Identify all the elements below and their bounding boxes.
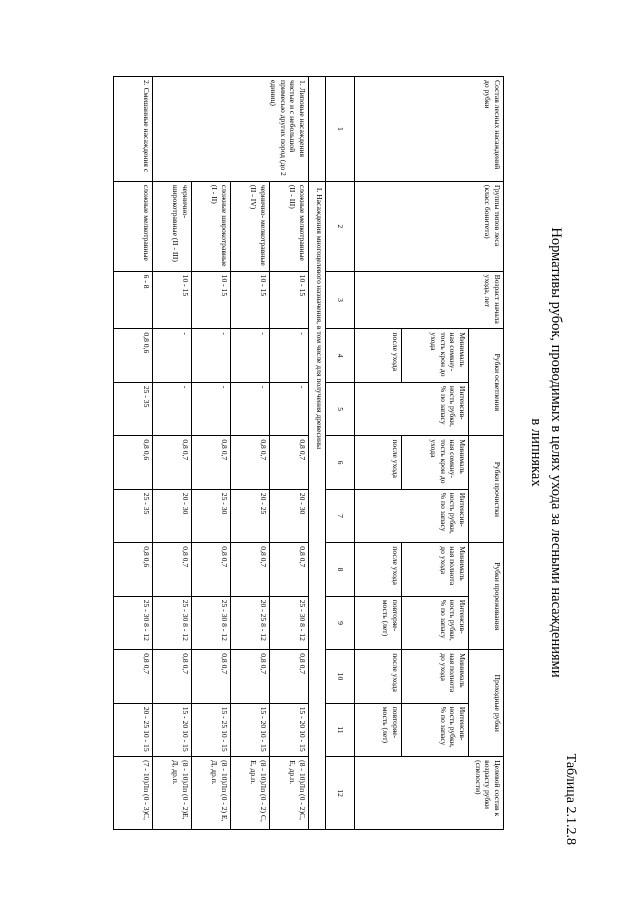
column-number: 11	[326, 703, 355, 756]
header-after-care: после ухода	[355, 543, 402, 596]
row-cell: 20 - 25 8 - 12	[231, 596, 270, 649]
row-group: сложные широкотравные (I - II)	[192, 181, 231, 271]
row-cell: 0,8 0,7	[192, 436, 231, 489]
column-number: 2	[326, 181, 355, 271]
column-number: 7	[326, 489, 355, 542]
header-repeat: повторяе- мость (лет)	[355, 703, 402, 756]
row-cell: 0,8 0,6	[114, 436, 153, 489]
row-target: (8 - 10)Лп (0 - 2)Е, Д, др.п.	[153, 757, 192, 830]
row-age: 10 - 15	[270, 271, 309, 329]
header-cleaning: Рубки прочистки	[469, 436, 504, 543]
row-cell: 0,8 0,6	[114, 543, 153, 596]
table-row	[153, 77, 192, 830]
row-cell: 25 - 30 8 - 12	[153, 596, 192, 649]
row-group: сложные мелкотравные	[114, 181, 153, 271]
column-number: 1	[326, 77, 355, 182]
row-cell: -	[153, 329, 192, 382]
header-intensity: Интенсив- ность рубки, % по запасу	[402, 596, 469, 649]
row-cell: -	[270, 382, 309, 435]
row-cell: 20 - 25	[231, 489, 270, 542]
row-target: (8 - 10)Лп (0 - 2)С, Е, др.п.	[270, 757, 309, 830]
row-cell: 0,8 0,7	[192, 650, 231, 703]
header-repeat: повторяе- мость (лет)	[355, 596, 402, 649]
row-cell: 0,8 0,6	[114, 329, 153, 382]
table-row	[114, 77, 153, 830]
row-cell: 0,8 0,7	[270, 436, 309, 489]
row-cell: 15 - 20 10 - 15	[231, 703, 270, 756]
row-cell: 0,8 0,7	[231, 650, 270, 703]
table-row	[270, 77, 309, 830]
header-target: Целевой состав к возрасту рубки (спелости)	[355, 757, 504, 830]
column-number: 8	[326, 543, 355, 596]
section-row	[309, 77, 326, 830]
row-cell: -	[231, 329, 270, 382]
row-age: 6 - 8	[114, 271, 153, 329]
column-number: 6	[326, 436, 355, 489]
table-title	[526, 0, 566, 905]
row-group: чернично- мелкотравные (II - IV)	[231, 181, 270, 271]
column-number: 12	[326, 757, 355, 830]
header-min-density: Минималь ная полнота до ухода	[402, 543, 469, 596]
row-cell: 25 - 35	[114, 489, 153, 542]
row-target: (8 - 10)Лп (0 - 2) С, Е, др.п.	[231, 757, 270, 830]
header-thinning: Рубки прореживания	[469, 543, 504, 650]
table-row	[192, 77, 231, 830]
row-cell: 25 - 30 8 - 12	[192, 596, 231, 649]
column-number: 4	[326, 329, 355, 382]
header-after-care: после ухода	[355, 436, 402, 489]
column-number: 10	[326, 650, 355, 703]
row-cell: 15 - 20 10 - 15	[153, 703, 192, 756]
row-cell: -	[153, 382, 192, 435]
row-group: чернично- широкотравные (II - III)	[153, 181, 192, 271]
row-cell: 25 - 35	[114, 382, 153, 435]
row-cell: 0,8 0,7	[153, 436, 192, 489]
row-cell: 25 - 30 8 - 12	[270, 596, 309, 649]
header-after-care: после ухода	[355, 650, 402, 703]
header-min-closeness: Минималь ная сомкну- тость крон до ухода	[402, 329, 469, 382]
norms-table	[113, 76, 504, 830]
header-forest-groups: Группы типов леса (класс бонитета)	[355, 181, 504, 271]
row-target: (8 - 10)Лп (0 - 2) Е, Д, др.п.	[192, 757, 231, 830]
row-cell: 0,8 0,7	[270, 650, 309, 703]
header-intensity: Интенсив- ность рубки, % по запасу	[402, 703, 469, 756]
table-number: Таблица 2.1.2.8	[563, 753, 578, 845]
header-min-closeness: Минималь ная сомкну- тость крон до ухода	[402, 436, 469, 489]
row-age: 10 - 15	[231, 271, 270, 329]
row-cell: 0,8 0,7	[153, 650, 192, 703]
column-number: 3	[326, 271, 355, 329]
column-number: 9	[326, 596, 355, 649]
row-age: 10 - 15	[192, 271, 231, 329]
row-cell: 0,8 0,7	[114, 650, 153, 703]
section-blank-cell	[309, 77, 326, 182]
row-cell: -	[192, 382, 231, 435]
header-intensity: Интенсив- ность рубки, % по запасу	[355, 382, 469, 435]
row-cell: 20 - 30	[270, 489, 309, 542]
header-intensity: Интенсив- ность рубки, % по запасу	[355, 489, 469, 542]
header-after-care: после ухода	[355, 329, 402, 382]
table-row	[231, 77, 270, 830]
column-number-row	[326, 77, 355, 830]
row-cell: 0,8 0,7	[192, 543, 231, 596]
row-cell: 25 - 30	[192, 489, 231, 542]
row-cell: -	[192, 329, 231, 382]
row-group: сложные мелкотравные (II - III)	[270, 181, 309, 271]
row-cell: 0,8 0,7	[231, 436, 270, 489]
row-cell: 15 - 25 10 - 15	[192, 703, 231, 756]
row-composition: 1. Липовые насаждения чистые и с небольшой примесью других пород (до 2 единиц)	[153, 77, 309, 182]
row-cell: -	[231, 382, 270, 435]
row-composition: 2. Смешанные насаждения с	[114, 77, 153, 182]
column-number: 5	[326, 382, 355, 435]
table-title-line-2: в липняках	[528, 418, 544, 487]
header-clearing: Рубки осветления	[469, 329, 504, 436]
row-cell: 25 - 30 8 - 12	[114, 596, 153, 649]
row-cell: 0,8 0,7	[231, 543, 270, 596]
row-target: (7 - 10)Лп (0 - 3)С,	[114, 757, 153, 830]
table-title-line-1: Нормативы рубок, проводимых в целях ухода за лесными насаждениями	[548, 227, 564, 678]
row-cell: 15 - 20 10 - 15	[270, 703, 309, 756]
row-age: 10 - 15	[153, 271, 192, 329]
header-min-density: Минималь ная полнота до ухода	[402, 650, 469, 703]
header-passage: Проходные рубки	[469, 650, 504, 757]
section-title: I. Насаждения многоцелевого назначения, в том числе для получения древесины	[309, 181, 326, 829]
header-composition: Состав лесных насаждений до рубки	[355, 77, 504, 182]
row-cell: 0,8 0,7	[153, 543, 192, 596]
header-row-1	[469, 77, 504, 830]
header-start-age: Возраст начала ухода, лет	[355, 271, 504, 329]
row-cell: 20 - 30	[153, 489, 192, 542]
row-cell: 20 - 25 10 - 15	[114, 703, 153, 756]
row-cell: -	[270, 329, 309, 382]
row-cell: 0,8 0,7	[270, 543, 309, 596]
